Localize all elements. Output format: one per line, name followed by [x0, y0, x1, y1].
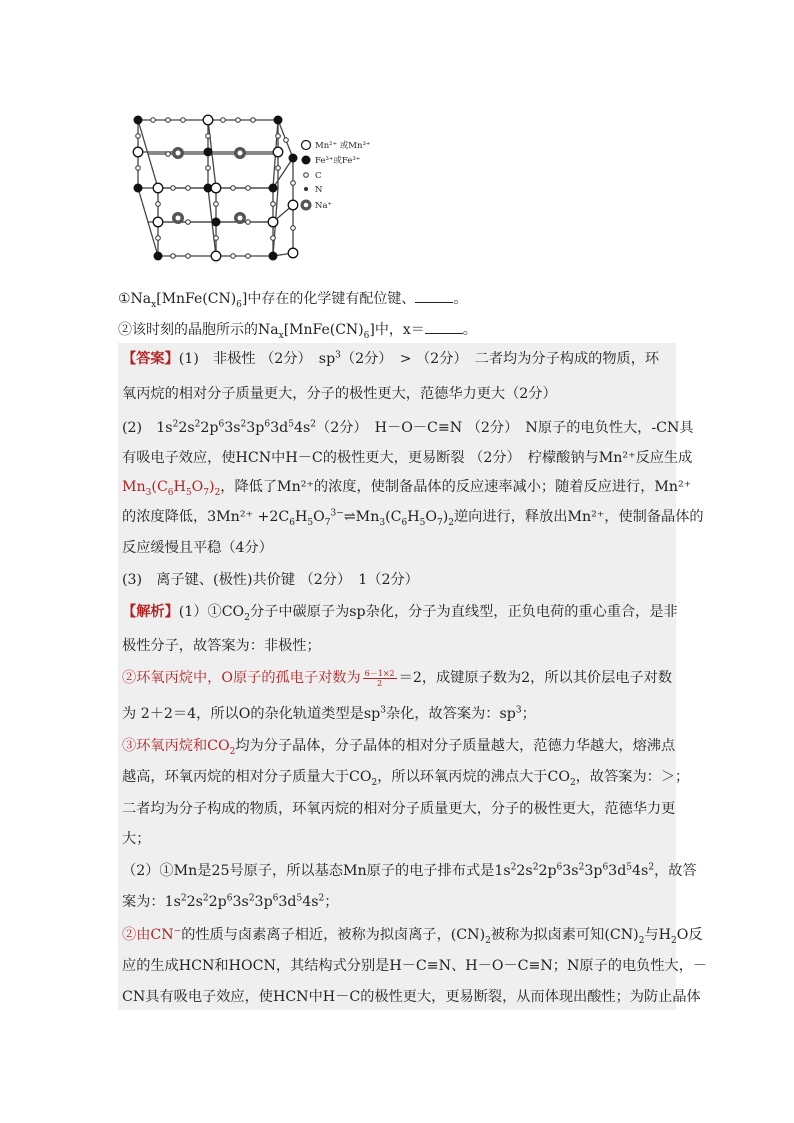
answer-line-4: 有吸电子效应，使HCN中H－C的极性更大，更易断裂 （2分） 柠檬酸钠与Mn²⁺反应生成	[122, 450, 693, 466]
analysis-line-10: 案为：$1s^22s^22p^63s^23p^63d^54s^2$；	[122, 893, 339, 910]
answer-line-1: 【答案】(1) 非极性 （2分） $sp^3(2$分） > （2分） 二者均为分子构成的物质，环	[122, 350, 660, 367]
answer-line-8: (3) 离子键、(极性)共价键 （2分） 1（2分）	[122, 572, 419, 588]
crystal-cell-figure	[128, 108, 388, 266]
question-2: ②该时刻的晶胞所示的$Na_x[MnFe(CN)_6]$中，x＝ 。	[118, 322, 477, 341]
analysis-line-2: 极性分子，故答案为：非极性；	[122, 638, 321, 654]
analysis-line-3: ②环氧丙烷中，O原子的孤电子对数为 $\frac{6-1\times 2}{2}$ ＝2，成键原子数为2，所以其价层电子对数	[122, 668, 673, 688]
legend-na: Na⁺	[315, 201, 332, 211]
legend-n: N	[315, 185, 323, 195]
answer-block	[118, 343, 708, 1010]
legend-fe: Fe³⁺或Fe³⁺	[315, 156, 361, 166]
analysis-line-7: 二者均为分子构成的物质，环氧丙烷的相对分子质量更大，分子的极性更大，范德华力更	[122, 801, 676, 817]
answer-line-2: 氧丙烷的相对分子质量更大，分子的极性更大，范德华力更大（2分）	[122, 386, 557, 402]
answer-line-3: (2) $1s^22s^22p^63s^23p^63d^54s^2(2$分） H－O－C≡N （2分） N原子的电负性大，-CN具	[122, 419, 694, 436]
legend	[301, 140, 371, 211]
answer-blank-1[interactable]	[415, 290, 453, 303]
answer-line-7: 反应缓慢且平稳（4分）	[122, 540, 273, 556]
legend-c: C	[315, 171, 322, 181]
question-1: $①Na_x[MnFe(CN)_6]$中存在的化学键有配位键、 。	[118, 291, 468, 310]
fraction: $\frac{6-1\times 2}{2}$	[364, 668, 395, 688]
answer-blank-2[interactable]	[425, 321, 463, 334]
analysis-line-6: 越高，环氧丙烷的相对分子质量大于$CO_2$，所以环氧丙烷的沸点大于$CO_2$，故答案为：＞；	[122, 769, 690, 788]
analysis-line-4: 为 2＋2＝4，所以O的杂化轨道类型是$sp^3$杂化，故答案为：$sp^3$；	[122, 705, 536, 722]
analysis-line-8: 大；	[122, 831, 151, 847]
analysis-line-13: CN具有吸电子效应，使HCN中H－C的极性更大，更易断裂，从而体现出酸性；为防止晶体	[122, 989, 701, 1005]
analysis-line-9: （2）①Mn是25号原子，所以基态Mn原子的电子排布式是$1s^22s^22p^63s^23p^63d^54s^2$，故答	[122, 862, 697, 879]
analysis-line-5: ③环氧丙烷和$CO_2$均为分子晶体，分子晶体的相对分子质量越大，范德力华越大，熔沸点	[122, 738, 676, 757]
legend-mn: Mn²⁺ 或Mn³⁺	[315, 141, 371, 151]
answer-line-6: 的浓度降低，$3Mn^{2+} +2C_6H_5O_7^{3-}\rightleftharpoons Mn_3(C_6H_5O_7)_2$逆向进行，释放出Mn²⁺，使制备晶体的	[122, 508, 704, 528]
answer-line-5: $Mn_3(C_6H_5O_7)_2$，降低了Mn²⁺的浓度，使制备晶体的反应速率减小；随着反应进行，Mn²⁺	[122, 479, 692, 498]
analysis-line-1: 【解析】$(1)①CO_2$分子中碳原子为sp杂化，分子为直线型，正负电荷的重心重合，是非	[122, 604, 678, 623]
analysis-line-12: 应的生成HCN和HOCN，其结构式分别是H－C≡N、H－O－C≡N；N原子的电负性大，－	[122, 958, 708, 974]
analysis-line-11: ②由CN−的性质与卤素离子相近，被称为拟卤离子，$(CN)_2$被称为拟卤素可知$(CN)_2$与$H_2O$反	[122, 926, 703, 946]
